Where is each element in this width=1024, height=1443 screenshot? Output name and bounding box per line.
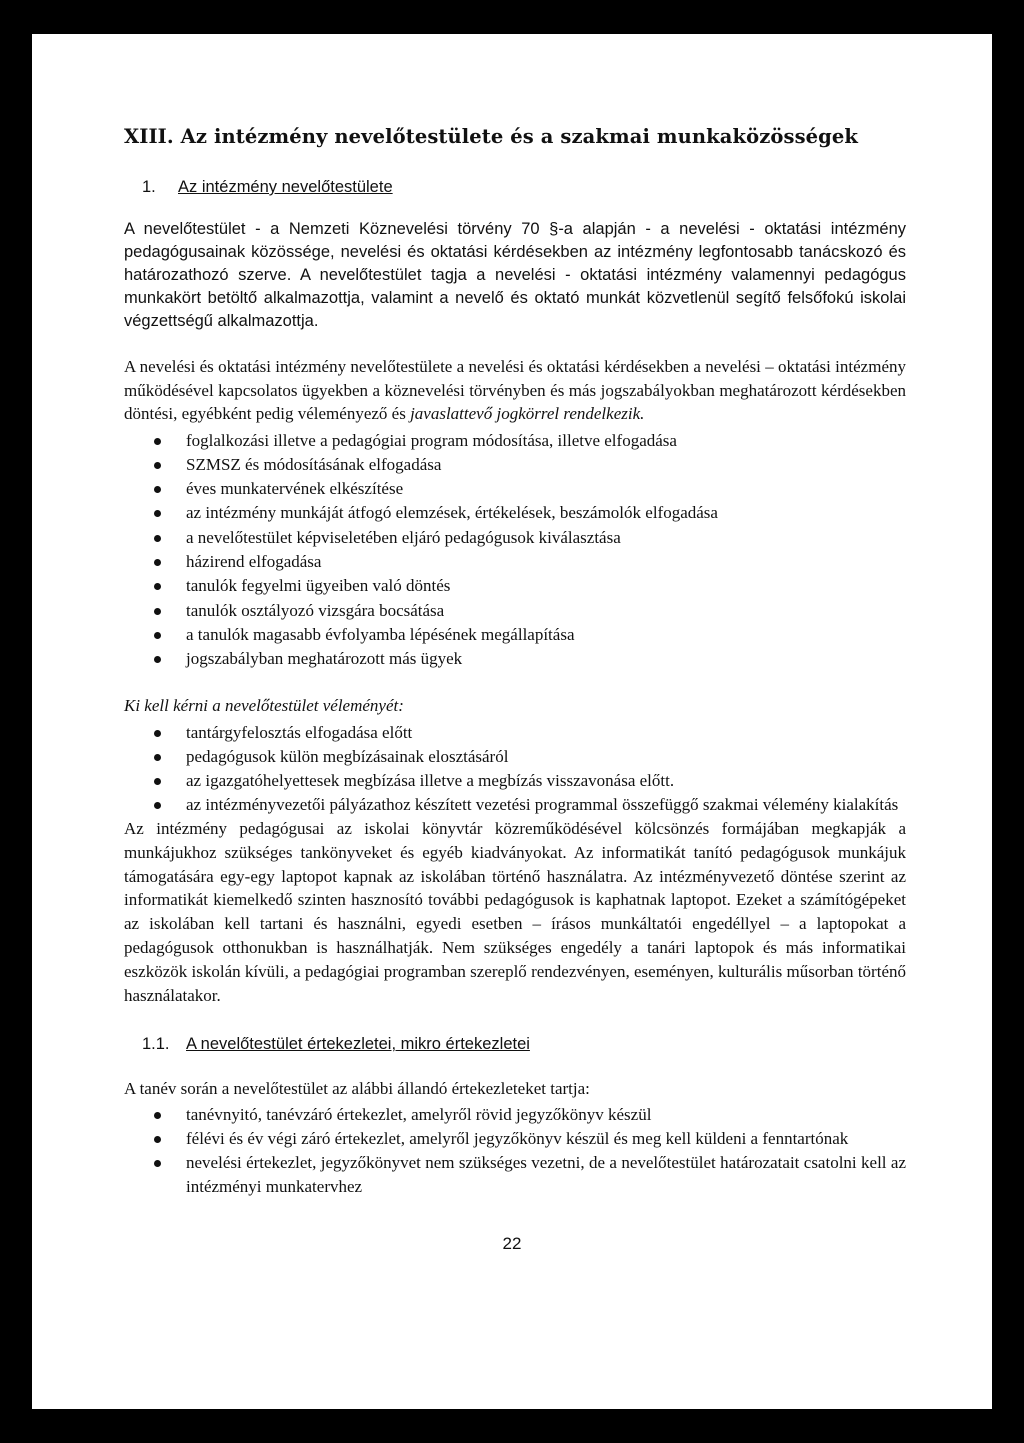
list-item: az intézmény munkáját átfogó elemzések, értékelések, beszámolók elfogadása: [124, 501, 906, 525]
opinion-list: [124, 721, 906, 817]
list-item: tanévnyitó, tanévzáró értekezlet, amelyről rövid jegyzőkönyv készül: [124, 1103, 906, 1127]
list-item: házirend elfogadása: [124, 550, 906, 574]
list-item: foglalkozási illetve a pedagógiai program módosítása, illetve elfogadása: [124, 429, 906, 453]
list-item: pedagógusok külön megbízásainak elosztásáról: [124, 745, 906, 769]
list-item: az intézményvezetői pályázathoz készített vezetési programmal összefüggő szakmai vélemény kialakítás: [124, 793, 906, 817]
document-page: [32, 34, 992, 1409]
paragraph-laptop: Az intézmény pedagógusai az iskolai könyvtár közreműködésével kölcsönzés formájában megkapják a munkájukhoz szükséges tankönyveket és egyéb kiadványokat. Az informatikát tanító pedagógusok munkájuk támogatására egy-egy laptopot kapnak az iskolában történő használatra. Az intézményvezető döntése szerint az informatikát kiemelkedő szinten hasznosító további pedagógusok is kaphatnak laptopot. Ezeket a számítógépeket az iskolában kell tartani és használni, egyedi esetben – írásos munkáltatói engedéllyel – a laptopokat a pedagógusok otthonukban is használhatják. Nem szükséges engedély a tanári laptopok és más informatikai eszközök iskolán kívüli, a pedagógiai programban szereplő rendezvényen, eseményen, kulturális műsorban történő használatakor.: [124, 818, 906, 1005]
section-title: A nevelőtestület értekezletei, mikro értekezletei: [186, 1035, 530, 1054]
section-number: 1.: [142, 178, 156, 196]
paragraph-jogkor-text: A nevelési és oktatási intézmény nevelőtestülete a nevelési és oktatási kérdésekben a nevelési – oktatási intézmény működésével kapcsolatos ügyekben a köznevelési törvényben és más jogszabályokban meghatározott kérdésekben döntési, egyébként pedig véleményező és: [124, 357, 906, 423]
section-number: 1.1.: [142, 1035, 170, 1054]
list-item: az igazgatóhelyettesek megbízása illetve a megbízás visszavonása előtt.: [124, 769, 906, 793]
list-item: éves munkatervének elkészítése: [124, 477, 906, 501]
meeting-list: [124, 1103, 906, 1199]
list-item: tantárgyfelosztás elfogadása előtt: [124, 721, 906, 745]
paragraph-nevelotestulet: A nevelőtestület - a Nemzeti Köznevelési törvény 70 §-a alapján - a nevelési - oktatási intézmény pedagógusainak közössége, nevelési és oktatási kérdésekben az intézmény legfontosabb tanácskozó és határozathozó szerve. A nevelőtestület tagja a nevelési - oktatási intézmény valamennyi pedagógus munkakört betöltő alkalmazottja, valamint a nevelő és oktató munkát közvetlenül segítő felsőfokú iskolai végzettségű alkalmazottja.: [124, 220, 906, 330]
page-content: [124, 124, 906, 1199]
chapter-title: XIII. Az intézmény nevelőtestülete és a szakmai munkaközösségek: [124, 125, 859, 148]
list-item: a nevelőtestület képviseletében eljáró pedagógusok kiválasztása: [124, 526, 906, 550]
decision-list: [124, 429, 906, 672]
page-number: 22: [502, 1234, 522, 1253]
opinion-heading: Ki kell kérni a nevelőtestület véleményét:: [124, 696, 404, 716]
list-item: nevelési értekezlet, jegyzőkönyvet nem szükséges vezetni, de a nevelőtestület határozatait csatolni kell az intézményi munkatervhez: [124, 1151, 906, 1199]
list-item: jogszabályban meghatározott más ügyek: [124, 647, 906, 671]
list-item: a tanulók magasabb évfolyamba lépésének megállapítása: [124, 623, 906, 647]
paragraph-ertekezletek: A tanév során a nevelőtestület az alábbi állandó értekezleteket tartja:: [124, 1079, 590, 1099]
section-title: Az intézmény nevelőtestülete: [178, 178, 393, 196]
section-heading-1: [124, 176, 906, 198]
list-item: tanulók fegyelmi ügyeiben való döntés: [124, 574, 906, 598]
paragraph-jogkor-italic: javaslattevő jogkörrel rendelkezik.: [410, 404, 645, 423]
list-item: félévi és év végi záró értekezlet, amelyről jegyzőkönyv készül és meg kell küldeni a fenntartónak: [124, 1127, 906, 1151]
section-heading-1-1: [124, 1033, 906, 1055]
list-item: SZMSZ és módosításának elfogadása: [124, 453, 906, 477]
paragraph-jogkor: [124, 355, 906, 426]
list-item: tanulók osztályozó vizsgára bocsátása: [124, 599, 906, 623]
